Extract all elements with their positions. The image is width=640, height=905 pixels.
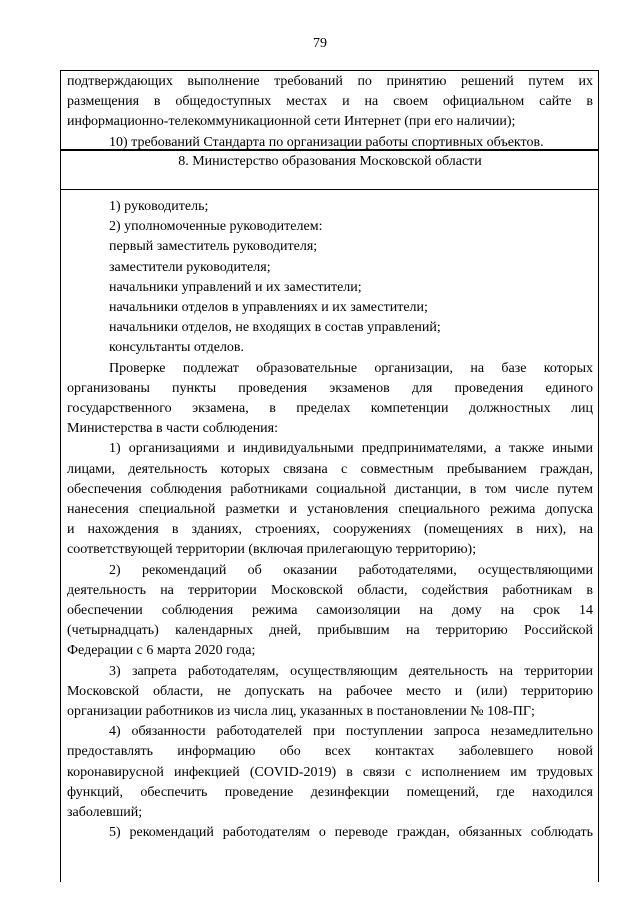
text-line: Московской области, не допускать на рабочее место и (или) территорию [67,683,593,699]
text-line: размещения в общедоступных местах и на своем официальном сайте в [67,94,593,110]
text-line: 3) запрета работодателям, осуществляющим деятельность на территории [109,663,593,679]
intro-paragraph [67,359,593,440]
requirement-item-4 [67,722,593,823]
text-line: нанесения специальной разметки и установления специального режима допуска [67,502,593,518]
list-item: первый заместитель руководителя; [109,239,318,255]
list-item: начальники отделов, не входящих в состав управлений; [109,320,441,336]
text-line: (четырнадцать) календарных дней, прибывшим на территорию Российской [67,623,593,639]
text-line: Проверке подлежат образовательные организации, на базе которых [109,360,593,376]
table-row-content [61,189,598,882]
list-item: консультанты отделов. [109,340,245,356]
text-line: организации работников из числа лиц, указанных в постановлении № 108-ПГ; [67,704,535,720]
text-line: 4) обязанности работодателей при поступлении запроса незамедлительно [109,724,593,740]
text-line: функций, обеспечить проведение дезинфекции помещений, где находился [67,784,593,800]
section-heading: 8. Министерство образования Московской области [178,154,482,169]
list-item: 2) уполномоченные руководителем: [109,219,323,235]
text-line: предоставлять информацию обо всех контактах заболевшего новой [67,744,593,760]
text-line: государственного экзамена, в пределах компетенции должностных лиц [67,401,593,417]
text-line: информационно-телекоммуникационной сети Интернет (при его наличии); [67,114,516,130]
list-item: 1) руководитель; [109,199,209,214]
officials-list [67,197,593,359]
text-line: Федерации с 6 марта 2020 года; [67,643,256,659]
list-item: начальники отделов в управлениях и их заместители; [109,300,428,316]
document-table [60,70,599,882]
text-line: обеспечения соблюдения работниками социальной дистанции, в том числе путем [67,481,593,497]
requirement-item-3 [67,662,593,723]
text-line: соответствующей территории (включая прилегающую территорию); [67,542,477,558]
text-line: 1) организациями и индивидуальными предпринимателями, а также иными [109,441,593,457]
text-line: организованы пункты проведения экзаменов для проведения единого [67,380,593,396]
text-line: 2) рекомендаций об оказании работодателями, осуществляющими [109,562,593,578]
list-item: 10) требований Стандарта по организации работы спортивных объектов. [109,134,544,150]
text-line: обеспечении соблюдения режима самоизоляции на дому на срок 14 [67,603,593,619]
text-line: и нахождения в зданиях, строениях, сооружениях (помещениях в них), на [67,522,593,538]
text-line: деятельность на территории Московской области, содействия работникам в [67,582,593,598]
list-item: начальники управлений и их заместители; [109,279,362,295]
page-number: 79 [313,36,327,51]
table-row-continuation [61,70,598,149]
requirement-item-1 [67,439,593,560]
text-line: коронавирусной инфекцией (COVID-2019) в связи с исполнением им трудовых [67,764,593,780]
requirement-item-2 [67,561,593,662]
list-item: заместители руководителя; [109,259,271,275]
text-line: Министерства в части соблюдения: [67,421,279,437]
section-heading-row [61,149,598,189]
text-line: 5) рекомендаций работодателям о переводе граждан, обязанных соблюдать [109,825,593,841]
text-line: заболевший; [67,805,143,821]
requirement-item-5 [67,823,593,843]
text-line: лицами, деятельность которых связана с совместным пребыванием граждан, [67,461,593,477]
text-line: подтверждающих выполнение требований по принятию решений путем их [67,74,593,89]
